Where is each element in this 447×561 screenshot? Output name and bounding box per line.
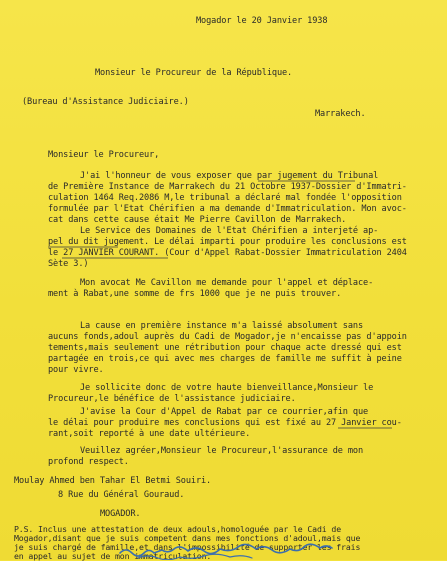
p5-line-1: Je sollicite donc de votre haute bienveillance,Monsieur le bbox=[80, 383, 374, 393]
p1-line-5: cat dans cette cause était Me Pierre Cavillon de Marrakech. bbox=[48, 215, 347, 225]
p1-line-1: J'ai l'honneur de vous exposer que par jugement du Tribunal bbox=[80, 171, 379, 181]
p1-line-3: culation 1464 Req.2086 M,le tribunal a déclaré mal fondée l'opposition bbox=[48, 193, 402, 203]
handwritten-annotation-2 bbox=[138, 554, 252, 560]
p3-line-1: Mon avocat Me Cavillon me demande pour l'appel et déplace- bbox=[80, 278, 374, 288]
p2-line-1: Le Service des Domaines de l'Etat Chérifien a interjeté ap- bbox=[80, 226, 379, 236]
p2-line-2: pel du dit jugement. Le délai imparti pour produire les conclusions est bbox=[48, 237, 407, 247]
p3-line-2: ment à Rabat,une somme de frs 1000 que je ne puis trouver. bbox=[48, 289, 342, 299]
ps-line-3: je suis chargé de famille,et dans l'impossibilité de supporter les frais bbox=[14, 542, 361, 552]
office-line: (Bureau d'Assistance Judiciaire.) bbox=[22, 97, 189, 107]
handwritten-annotation bbox=[120, 544, 332, 556]
date-line: Mogador le 20 Janvier 1938 bbox=[196, 16, 328, 26]
ps-line-4: en appel au sujet de mon immatriculation. bbox=[14, 551, 212, 561]
p7-line-2: profond respect. bbox=[48, 457, 129, 467]
p6-line-3: rant,soit reporté à une date ultérieure. bbox=[48, 429, 251, 439]
p4-line-2: aucuns fonds,adoul auprès du Cadi de Mogador,je n'encaisse pas d'appoin bbox=[48, 332, 407, 342]
p4-line-4: partagée en trois,ce qui avec mes charges de famille me suffit à peine bbox=[48, 354, 402, 364]
p4-line-3: tements,mais seulement une rétribution pour chaque acte dressé qui est bbox=[48, 343, 402, 353]
p4-line-5: pour vivre. bbox=[48, 365, 104, 375]
p1-line-4: formulée par l'Etat Chérifien a ma demande d'Immatriculation. Mon avoc- bbox=[48, 204, 407, 214]
signature-address: 8 Rue du Général Gouraud. bbox=[58, 490, 185, 500]
p7-line-1: Veuillez agréer,Monsieur le Procureur,l'assurance de mon bbox=[80, 446, 364, 456]
p2-line-3: le 27 JANVIER COURANT. (Cour d'Appel Rabat-Dossier Immatriculation 2404 bbox=[48, 248, 407, 258]
p2-line-4: Sète 3.) bbox=[48, 259, 89, 269]
recipient-line: Monsieur le Procureur de la République. bbox=[95, 68, 293, 78]
salutation: Monsieur le Procureur, bbox=[48, 150, 160, 160]
p1-line-2: de Première Instance de Marrakech du 21 Octobre 1937-Dossier d'Immatri- bbox=[48, 182, 407, 192]
p6-line-1: J'avise la Cour d'Appel de Rabat par ce courrier,afin que bbox=[80, 407, 369, 417]
signature-name: Moulay Ahmed ben Tahar El Betmi Souiri. bbox=[14, 476, 212, 486]
p5-line-2: Procureur,le bénéfice de l'assistance judiciaire. bbox=[48, 394, 296, 404]
signature-city: MOGADOR. bbox=[100, 509, 141, 519]
ps-line-1: P.S. Inclus une attestation de deux adouls,homologuée par le Cadi de bbox=[14, 524, 342, 534]
p4-line-1: La cause en première instance m'a laissé absolument sans bbox=[80, 321, 364, 331]
p6-line-2: le délai pour produire mes conclusions qui est fixé au 27 Janvier cou- bbox=[48, 418, 402, 428]
recipient-city: Marrakech. bbox=[315, 109, 366, 119]
ps-line-2: Mogador,disant que je suis competent dans mes fonctions d'adoul,mais que bbox=[14, 533, 361, 543]
